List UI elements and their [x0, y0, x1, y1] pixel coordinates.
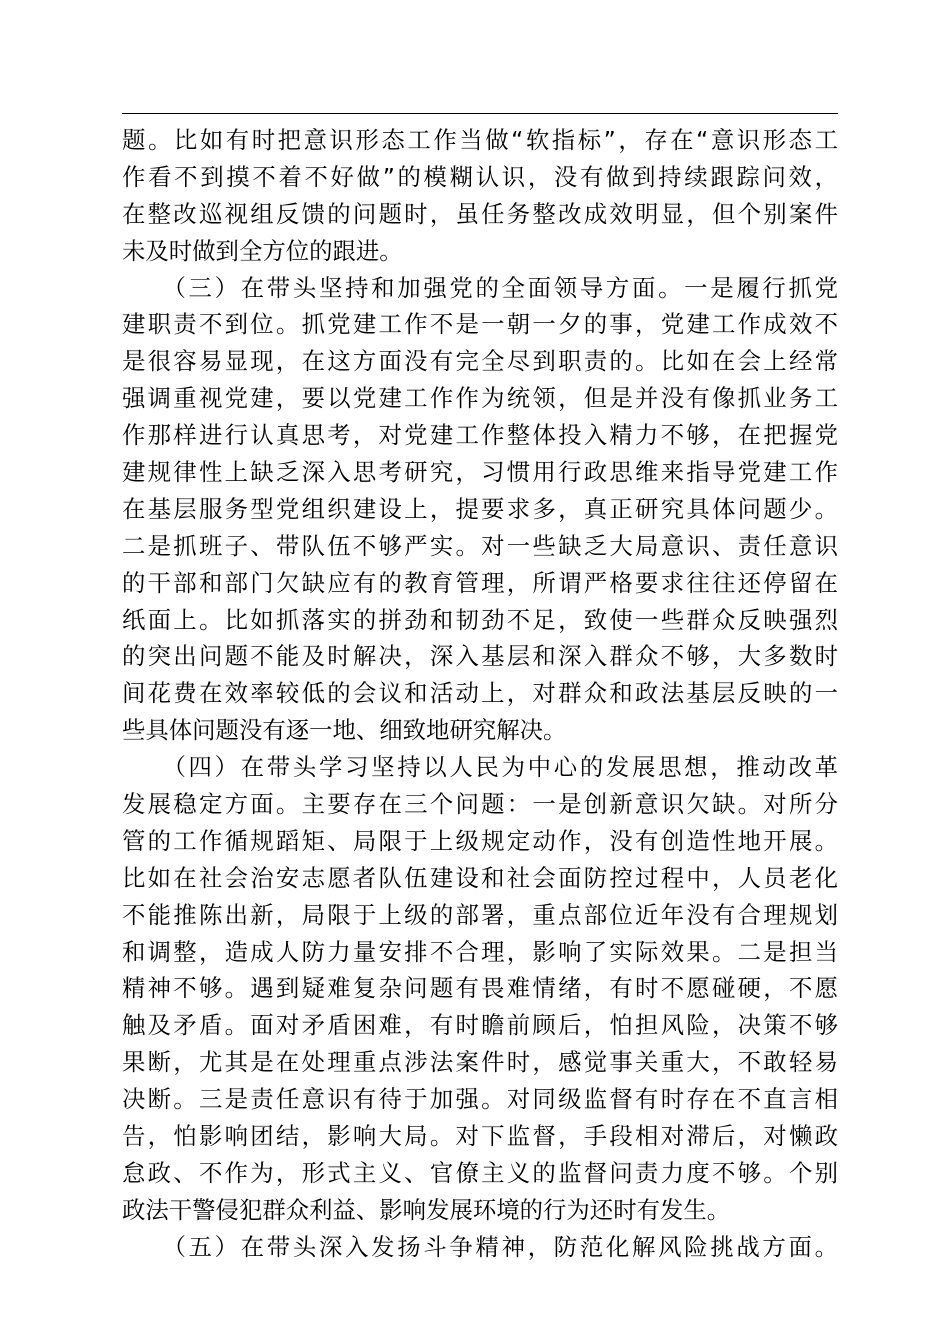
text-line: 的突出问题不能及时解决，深入基层和深入群众不够，大多数时 — [122, 642, 838, 671]
text-line: 建规律性上缺乏深入思考研究，习惯用行政思维来指导党建工作 — [122, 458, 838, 487]
text-line: 发展稳定方面。主要存在三个问题：一是创新意识欠缺。对所分 — [122, 790, 838, 819]
text-line: 作看不到摸不着不好做”的模糊认识，没有做到持续跟踪问效， — [122, 162, 838, 191]
text-line: 管的工作循规蹈矩、局限于上级规定动作，没有创造性地开展。 — [122, 826, 838, 855]
text-line: 怠政、不作为，形式主义、官僚主义的监督问责力度不够。个别 — [122, 1158, 838, 1187]
text-line: 在基层服务型党组织建设上，提要求多，真正研究具体问题少。 — [122, 494, 838, 523]
text-line: （三）在带头坚持和加强党的全面领导方面。一是履行抓党 — [122, 273, 838, 302]
text-line: 在整改巡视组反馈的问题时，虽任务整改成效明显，但个别案件 — [122, 199, 838, 228]
text-line: 政法干警侵犯群众利益、影响发展环境的行为还时有发生。 — [122, 1195, 731, 1224]
text-line: 未及时做到全方位的跟进。 — [122, 236, 403, 265]
text-line: 触及矛盾。面对矛盾困难，有时瞻前顾后，怕担风险，决策不够 — [122, 1011, 838, 1040]
text-line: 建职责不到位。抓党建工作不是一朝一夕的事，党建工作成效不 — [122, 310, 838, 339]
text-line: 果断，尤其是在处理重点涉法案件时，感觉事关重大，不敢轻易 — [122, 1048, 838, 1077]
text-line: 纸面上。比如抓落实的拼劲和韧劲不足，致使一些群众反映强烈 — [122, 605, 838, 634]
text-line: 些具体问题没有逐一地、细致地研究解决。 — [122, 716, 567, 745]
text-line: 告，怕影响团结，影响大局。对下监督，手段相对滞后，对懒政 — [122, 1122, 838, 1151]
text-line: 作那样进行认真思考，对党建工作整体投入精力不够，在把握党 — [122, 421, 838, 450]
text-line: 间花费在效率较低的会议和活动上，对群众和政法基层反映的一 — [122, 679, 838, 708]
text-line: 比如在社会治安志愿者队伍建设和社会面防控过程中，人员老化 — [122, 863, 838, 892]
document-body — [122, 122, 838, 1266]
text-line: （五）在带头深入发扬斗争精神，防范化解风险挑战方面。 — [122, 1232, 838, 1261]
text-line: 精神不够。遇到疑难复杂问题有畏难情绪，有时不愿碰硬，不愿 — [122, 974, 838, 1003]
text-line: 不能推陈出新，局限于上级的部署，重点部位近年没有合理规划 — [122, 900, 838, 929]
text-line: 决断。三是责任意识有待于加强。对同级监督有时存在不直言相 — [122, 1085, 838, 1114]
text-line: 和调整，造成人防力量安排不合理，影响了实际效果。二是担当 — [122, 937, 838, 966]
text-line: （四）在带头学习坚持以人民为中心的发展思想，推动改革 — [122, 753, 838, 782]
text-line: 二是抓班子、带队伍不够严实。对一些缺乏大局意识、责任意识 — [122, 531, 838, 560]
text-line: 的干部和部门欠缺应有的教育管理，所谓严格要求往往还停留在 — [122, 568, 838, 597]
header-rule — [122, 113, 838, 114]
text-line: 题。比如有时把意识形态工作当做“软指标”，存在“意识形态工 — [122, 126, 838, 154]
text-line: 是很容易显现，在这方面没有完全尽到职责的。比如在会上经常 — [122, 347, 838, 376]
text-line: 强调重视党建，要以党建工作作为统领，但是并没有像抓业务工 — [122, 384, 838, 413]
